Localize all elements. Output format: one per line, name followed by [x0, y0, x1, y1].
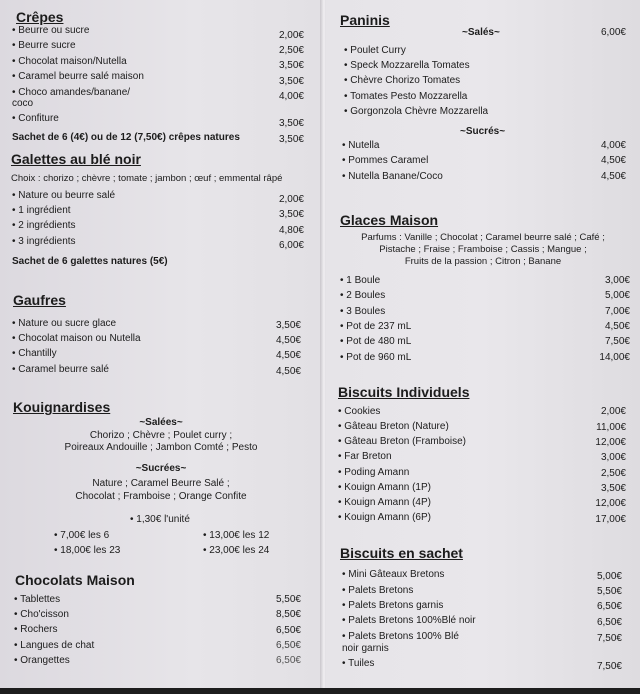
- crepes-title: Crêpes: [16, 9, 64, 25]
- glaces-item-name: • 3 Boules: [340, 306, 386, 317]
- paninis-sucres-title: ~Sucrés~: [460, 126, 506, 137]
- chocolats-title: Chocolats Maison: [15, 572, 135, 588]
- paninis-sucres-item-price: 4,50€: [600, 155, 626, 166]
- gaufres-title: Gaufres: [13, 292, 66, 308]
- crepes-item-price: 3,50€: [278, 118, 304, 129]
- kouignardises-price: • 7,00€ les 6: [54, 530, 110, 541]
- biscuits-indiv-item-price: 2,50€: [600, 468, 626, 479]
- biscuits-sachet-item-name: • Palets Bretons garnis: [342, 600, 444, 611]
- chocolats-item-name: • Cho'cisson: [14, 609, 69, 620]
- glaces-title: Glaces Maison: [340, 212, 439, 228]
- biscuits-indiv-item-name: • Kouign Amann (4P): [338, 497, 431, 508]
- gaufres-item-name: • Chocolat maison ou Nutella: [12, 333, 141, 344]
- menu-right-page: [326, 0, 640, 694]
- gaufres-item-price: 4,50€: [275, 335, 301, 346]
- chocolats-item-name: • Rochers: [14, 624, 58, 635]
- galettes-title: Galettes au blé noir: [11, 151, 141, 167]
- biscuits-sachet-item-price: 5,00€: [596, 571, 622, 582]
- glaces-parfums-line: Pistache ; Fraise ; Framboise ; Cassis ; Mangue ;: [379, 244, 587, 255]
- kouignardises-unit-price: • 1,30€ l'unité: [130, 514, 190, 525]
- glaces-parfums-line: Parfums : Vanille ; Chocolat ; Caramel beurre salé ; Café ;: [361, 232, 605, 243]
- chocolats-item-name: • Langues de chat: [14, 640, 95, 651]
- glaces-item-price: 4,50€: [604, 321, 630, 332]
- paninis-sales-item: • Gorgonzola Chèvre Mozzarella: [344, 106, 489, 117]
- galettes-item-price: 3,50€: [278, 209, 304, 220]
- kouignardises-price: • 13,00€ les 12: [203, 530, 270, 541]
- glaces-item-name: • Pot de 960 mL: [340, 352, 412, 363]
- glaces-item-price: 7,50€: [604, 336, 630, 347]
- biscuits-sachet-title: Biscuits en sachet: [340, 545, 463, 561]
- gaufres-item-name: • Caramel beurre salé: [12, 364, 109, 375]
- crepes-item-name: • Beurre sucre: [12, 40, 76, 51]
- paninis-sucres-item-price: 4,50€: [600, 171, 626, 182]
- kouignardises-price: • 18,00€ les 23: [54, 545, 121, 556]
- galettes-sachet: Sachet de 6 galettes natures (5€): [12, 256, 168, 267]
- paninis-sucres-item-price: 4,00€: [600, 140, 626, 151]
- galettes-item-name: • Nature ou beurre salé: [12, 190, 116, 201]
- paninis-sales-item: • Tomates Pesto Mozzarella: [344, 91, 468, 102]
- paninis-sucres-item-name: • Nutella: [342, 140, 380, 151]
- crepes-item-name: • Beurre ou sucre: [12, 25, 90, 36]
- crepes-item-price: 2,00€: [278, 30, 304, 41]
- biscuits-indiv-item-name: • Far Breton: [338, 451, 392, 462]
- kouignardises-price: • 23,00€ les 24: [203, 545, 270, 556]
- crepes-item-name: • Chocolat maison/Nutella: [12, 56, 127, 67]
- biscuits-indiv-item-name: • Cookies: [338, 406, 381, 417]
- biscuits-sachet-item-name-cont: noir garnis: [342, 643, 389, 654]
- gaufres-item-price: 4,50€: [275, 366, 301, 377]
- biscuits-sachet-item-price: 7,50€: [596, 661, 622, 672]
- kouignardises-sucrees-line: Chocolat ; Framboise ; Orange Confite: [75, 491, 247, 502]
- kouignardises-title: Kouignardises: [13, 399, 111, 415]
- biscuits-indiv-title: Biscuits Individuels: [338, 384, 470, 400]
- kouignardises-sucrees-line: Nature ; Caramel Beurre Salé ;: [92, 478, 230, 489]
- crepes-item-name: • Confiture: [12, 113, 59, 124]
- chocolats-item-name: • Tablettes: [14, 594, 61, 605]
- crepes-item-price: 4,00€: [278, 91, 304, 102]
- biscuits-indiv-item-name: • Kouign Amann (1P): [338, 482, 431, 493]
- biscuits-indiv-item-price: 3,00€: [600, 452, 626, 463]
- gaufres-item-name: • Nature ou sucre glace: [12, 318, 117, 329]
- biscuits-indiv-item-price: 2,00€: [600, 406, 626, 417]
- biscuits-indiv-item-price: 3,50€: [600, 483, 626, 494]
- biscuits-sachet-item-name: • Tuiles: [342, 658, 375, 669]
- chocolats-item-price: 6,50€: [275, 655, 301, 666]
- glaces-item-name: • 1 Boule: [340, 275, 381, 286]
- galettes-item-name: • 1 ingrédient: [12, 205, 71, 216]
- biscuits-indiv-item-name: • Poding Amann: [338, 467, 410, 478]
- crepes-sachet: Sachet de 6 (4€) ou de 12 (7,50€) crêpes natures: [12, 132, 240, 143]
- biscuits-sachet-item-name: • Palets Bretons 100% Blé: [342, 631, 459, 642]
- paninis-sucres-item-name: • Nutella Banane/Coco: [342, 171, 443, 182]
- crepes-item-price: 3,50€: [278, 60, 304, 71]
- crepes-item-price: 2,50€: [278, 45, 304, 56]
- glaces-item-price: 3,00€: [604, 275, 630, 286]
- paninis-sales-title: ~Salés~: [462, 27, 500, 38]
- gaufres-item-price: 4,50€: [275, 350, 301, 361]
- biscuits-sachet-item-name: • Palets Bretons 100%Blé noir: [342, 615, 476, 626]
- paninis-sales-price: 6,00€: [600, 27, 626, 38]
- galettes-choice: Choix : chorizo ; chèvre ; tomate ; jambon ; œuf ; emmental râpé: [11, 173, 283, 184]
- gaufres-item-price: 3,50€: [275, 320, 301, 331]
- glaces-parfums-line: Fruits de la passion ; Citron ; Banane: [404, 256, 562, 267]
- biscuits-indiv-item-price: 11,00€: [596, 422, 626, 433]
- biscuits-sachet-item-price: 6,50€: [596, 617, 622, 628]
- biscuits-indiv-item-price: 17,00€: [595, 514, 626, 525]
- galettes-item-name: • 2 ingrédients: [12, 220, 76, 231]
- galettes-item-price: 6,00€: [278, 240, 304, 251]
- chocolats-item-name: • Orangettes: [14, 655, 70, 666]
- kouignardises-sucrees-title: ~Sucrées~: [135, 463, 187, 474]
- paninis-sales-item: • Chèvre Chorizo Tomates: [344, 75, 461, 86]
- crepes-item-name-cont: coco: [12, 98, 34, 109]
- biscuits-indiv-item-name: • Gâteau Breton (Framboise): [338, 436, 466, 447]
- kouignardises-salees-line: Chorizo ; Chèvre ; Poulet curry ;: [89, 430, 233, 441]
- paninis-sucres-item-name: • Pommes Caramel: [342, 155, 429, 166]
- glaces-item-price: 5,00€: [604, 290, 630, 301]
- biscuits-sachet-item-name: • Palets Bretons: [342, 585, 414, 596]
- biscuits-indiv-item-name: • Kouign Amann (6P): [338, 512, 431, 523]
- crepes-sachet-price: 3,50€: [278, 134, 304, 145]
- galettes-item-name: • 3 ingrédients: [12, 236, 76, 247]
- chocolats-item-price: 5,50€: [275, 594, 301, 605]
- chocolats-item-price: 6,50€: [275, 625, 301, 636]
- glaces-item-name: • Pot de 480 mL: [340, 336, 412, 347]
- biscuits-indiv-item-name: • Gâteau Breton (Nature): [338, 421, 449, 432]
- galettes-item-price: 2,00€: [278, 194, 304, 205]
- glaces-item-price: 7,00€: [604, 306, 630, 317]
- kouignardises-salees-line: Poireaux Andouille ; Jambon Comté ; Pesto: [64, 442, 258, 453]
- biscuits-indiv-item-price: 12,00€: [595, 498, 626, 509]
- crepes-item-name: • Caramel beurre salé maison: [12, 71, 144, 82]
- paninis-title: Paninis: [340, 12, 390, 28]
- crepes-item-price: 3,50€: [278, 76, 304, 87]
- chocolats-item-price: 6,50€: [275, 640, 301, 651]
- table-surface: [0, 688, 640, 694]
- biscuits-sachet-item-price: 5,50€: [596, 586, 622, 597]
- biscuits-sachet-item-price: 7,50€: [596, 633, 622, 644]
- biscuits-sachet-item-name: • Mini Gâteaux Bretons: [342, 569, 445, 580]
- glaces-item-price: 14,00€: [599, 352, 630, 363]
- biscuits-sachet-item-price: 6,50€: [596, 601, 622, 612]
- paninis-sales-item: • Speck Mozzarella Tomates: [344, 60, 470, 71]
- chocolats-item-price: 8,50€: [275, 609, 301, 620]
- paninis-sales-item: • Poulet Curry: [344, 45, 406, 56]
- glaces-item-name: • Pot de 237 mL: [340, 321, 412, 332]
- kouignardises-salees-title: ~Salées~: [139, 417, 183, 428]
- galettes-item-price: 4,80€: [278, 225, 304, 236]
- gaufres-item-name: • Chantilly: [12, 348, 57, 359]
- glaces-item-name: • 2 Boules: [340, 290, 386, 301]
- crepes-item-name: • Choco amandes/banane/: [12, 87, 131, 98]
- biscuits-indiv-item-price: 12,00€: [595, 437, 626, 448]
